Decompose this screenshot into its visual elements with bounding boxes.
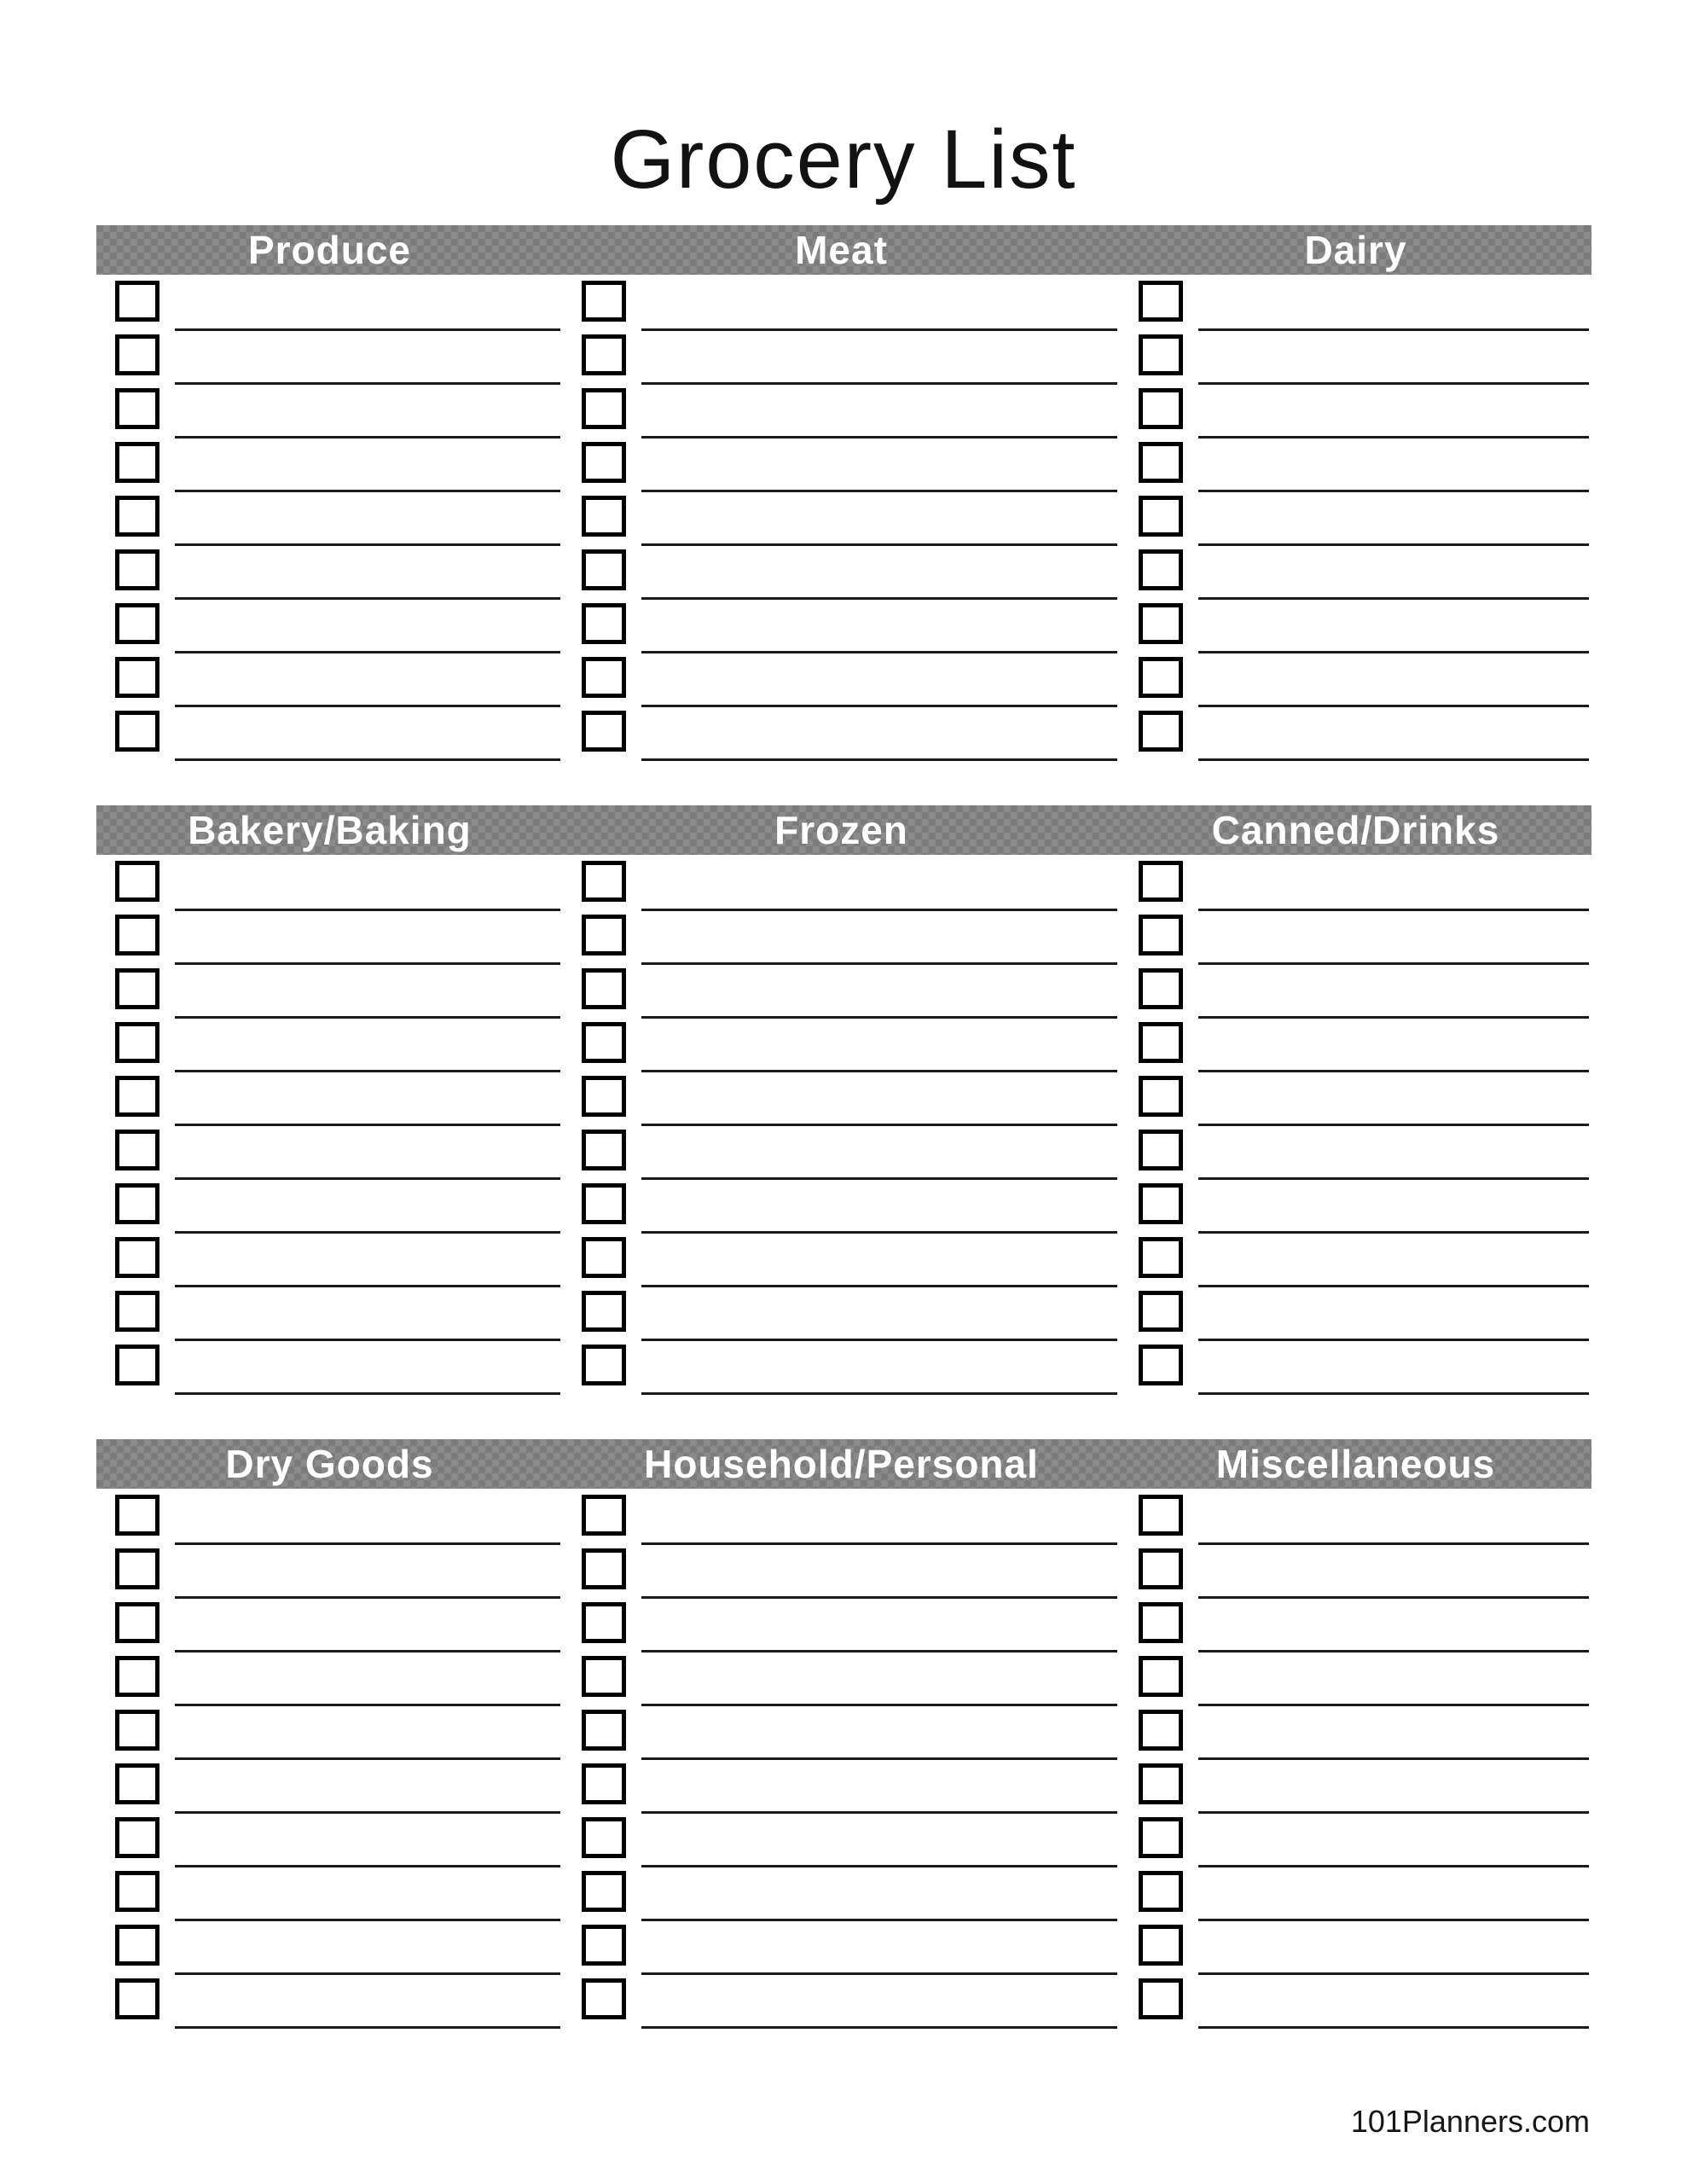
item-row-household-personal-2 <box>563 1547 1120 1600</box>
item-write-line-dairy-4[interactable] <box>1198 490 1589 492</box>
item-row-household-personal-5 <box>563 1708 1120 1762</box>
item-checkbox-miscellaneous-3[interactable] <box>1139 1602 1183 1643</box>
item-write-line-miscellaneous-2[interactable] <box>1198 1596 1589 1599</box>
item-write-line-dairy-5[interactable] <box>1198 543 1589 546</box>
item-row-dry-goods-9 <box>96 1923 563 1977</box>
item-checkbox-meat-2[interactable] <box>582 334 626 375</box>
item-checkbox-bakery-baking-10[interactable] <box>115 1345 159 1385</box>
item-write-line-household-personal-4[interactable] <box>641 1704 1117 1706</box>
item-row-household-personal-10 <box>563 1977 1120 2030</box>
item-row-miscellaneous-10 <box>1120 1977 1591 2030</box>
item-write-line-canned-drinks-1[interactable] <box>1198 909 1589 911</box>
item-write-line-bakery-baking-5[interactable] <box>175 1124 560 1126</box>
item-checkbox-dry-goods-2[interactable] <box>115 1548 159 1589</box>
item-write-line-canned-drinks-3[interactable] <box>1198 1016 1589 1019</box>
item-write-line-miscellaneous-6[interactable] <box>1198 1811 1589 1814</box>
item-checkbox-frozen-7[interactable] <box>582 1183 626 1224</box>
item-row-bakery-baking-9 <box>96 1289 563 1343</box>
item-checkbox-dairy-5[interactable] <box>1139 496 1183 537</box>
item-checkbox-frozen-3[interactable] <box>582 968 626 1009</box>
item-row-canned-drinks-1 <box>1120 859 1591 913</box>
section-header-miscellaneous: Miscellaneous <box>1215 1442 1496 1486</box>
item-checkbox-bakery-baking-1[interactable] <box>115 861 159 902</box>
item-checkbox-canned-drinks-4[interactable] <box>1139 1022 1183 1063</box>
item-write-line-frozen-7[interactable] <box>641 1231 1117 1234</box>
item-write-line-frozen-9[interactable] <box>641 1339 1117 1341</box>
item-row-dairy-3 <box>1120 386 1591 440</box>
section-body <box>96 1493 1591 2030</box>
item-row-frozen-6 <box>563 1128 1120 1182</box>
item-row-dairy-1 <box>1120 279 1591 333</box>
item-row-meat-4 <box>563 440 1120 494</box>
item-checkbox-frozen-6[interactable] <box>582 1130 626 1170</box>
item-row-produce-6 <box>96 548 563 601</box>
item-checkbox-meat-3[interactable] <box>582 388 626 429</box>
item-row-miscellaneous-6 <box>1120 1762 1591 1815</box>
item-checkbox-miscellaneous-6[interactable] <box>1139 1763 1183 1804</box>
item-checkbox-meat-7[interactable] <box>582 603 626 644</box>
item-write-line-produce-7[interactable] <box>175 651 560 653</box>
item-write-line-household-personal-1[interactable] <box>641 1542 1117 1545</box>
item-write-line-frozen-4[interactable] <box>641 1070 1117 1072</box>
item-write-line-produce-9[interactable] <box>175 758 560 761</box>
item-write-line-dairy-6[interactable] <box>1198 597 1589 600</box>
section-produce <box>96 225 1591 763</box>
item-checkbox-canned-drinks-6[interactable] <box>1139 1130 1183 1170</box>
item-write-line-household-personal-8[interactable] <box>641 1919 1117 1921</box>
item-row-meat-1 <box>563 279 1120 333</box>
item-row-dry-goods-5 <box>96 1708 563 1762</box>
item-checkbox-dairy-2[interactable] <box>1139 334 1183 375</box>
section-header-frozen: Frozen <box>774 808 908 852</box>
item-row-dairy-7 <box>1120 601 1591 655</box>
item-row-produce-2 <box>96 333 563 386</box>
item-checkbox-produce-6[interactable] <box>115 549 159 590</box>
column-bakery-baking <box>96 859 563 1397</box>
item-checkbox-canned-drinks-3[interactable] <box>1139 968 1183 1009</box>
item-write-line-miscellaneous-9[interactable] <box>1198 1972 1589 1975</box>
item-write-line-meat-2[interactable] <box>641 382 1117 385</box>
item-write-line-miscellaneous-1[interactable] <box>1198 1542 1589 1545</box>
item-row-produce-1 <box>96 279 563 333</box>
item-write-line-bakery-baking-9[interactable] <box>175 1339 560 1341</box>
item-write-line-bakery-baking-10[interactable] <box>175 1392 560 1395</box>
item-checkbox-canned-drinks-1[interactable] <box>1139 861 1183 902</box>
item-row-bakery-baking-8 <box>96 1235 563 1289</box>
item-write-line-bakery-baking-1[interactable] <box>175 909 560 911</box>
item-row-frozen-1 <box>563 859 1120 913</box>
item-checkbox-canned-drinks-5[interactable] <box>1139 1076 1183 1117</box>
item-row-household-personal-1 <box>563 1493 1120 1547</box>
item-checkbox-bakery-baking-8[interactable] <box>115 1237 159 1278</box>
item-row-bakery-baking-2 <box>96 913 563 967</box>
item-row-meat-9 <box>563 709 1120 763</box>
item-row-meat-8 <box>563 655 1120 709</box>
item-checkbox-canned-drinks-10[interactable] <box>1139 1345 1183 1385</box>
item-checkbox-miscellaneous-10[interactable] <box>1139 1978 1183 2019</box>
item-row-meat-5 <box>563 494 1120 548</box>
item-row-canned-drinks-5 <box>1120 1074 1591 1128</box>
item-row-miscellaneous-4 <box>1120 1654 1591 1708</box>
item-write-line-meat-8[interactable] <box>641 705 1117 707</box>
item-write-line-produce-3[interactable] <box>175 436 560 439</box>
item-checkbox-dairy-6[interactable] <box>1139 549 1183 590</box>
item-write-line-miscellaneous-7[interactable] <box>1198 1865 1589 1867</box>
item-write-line-dairy-1[interactable] <box>1198 328 1589 331</box>
item-write-line-miscellaneous-10[interactable] <box>1198 2026 1589 2029</box>
item-row-dry-goods-6 <box>96 1762 563 1815</box>
item-write-line-household-personal-6[interactable] <box>641 1811 1117 1814</box>
item-checkbox-dry-goods-9[interactable] <box>115 1925 159 1966</box>
item-row-frozen-8 <box>563 1235 1120 1289</box>
item-row-household-personal-9 <box>563 1923 1120 1977</box>
item-row-dry-goods-8 <box>96 1869 563 1923</box>
item-checkbox-frozen-9[interactable] <box>582 1291 626 1332</box>
item-checkbox-frozen-4[interactable] <box>582 1022 626 1063</box>
section-dry-goods <box>96 1439 1591 2030</box>
item-row-meat-7 <box>563 601 1120 655</box>
item-checkbox-dairy-9[interactable] <box>1139 711 1183 752</box>
item-row-canned-drinks-6 <box>1120 1128 1591 1182</box>
item-write-line-canned-drinks-4[interactable] <box>1198 1070 1589 1072</box>
item-write-line-dry-goods-2[interactable] <box>175 1596 560 1599</box>
section-header-produce: Produce <box>247 228 412 272</box>
item-row-miscellaneous-8 <box>1120 1869 1591 1923</box>
item-row-dairy-6 <box>1120 548 1591 601</box>
item-row-canned-drinks-8 <box>1120 1235 1591 1289</box>
item-checkbox-meat-1[interactable] <box>582 281 626 322</box>
item-write-line-frozen-10[interactable] <box>641 1392 1117 1395</box>
item-row-produce-7 <box>96 601 563 655</box>
item-checkbox-miscellaneous-8[interactable] <box>1139 1871 1183 1912</box>
item-row-dry-goods-2 <box>96 1547 563 1600</box>
item-write-line-miscellaneous-3[interactable] <box>1198 1650 1589 1653</box>
item-checkbox-frozen-5[interactable] <box>582 1076 626 1117</box>
item-checkbox-miscellaneous-7[interactable] <box>1139 1817 1183 1858</box>
item-checkbox-miscellaneous-9[interactable] <box>1139 1925 1183 1966</box>
item-write-line-household-personal-10[interactable] <box>641 2026 1117 2029</box>
item-checkbox-produce-9[interactable] <box>115 711 159 752</box>
item-write-line-dry-goods-8[interactable] <box>175 1919 560 1921</box>
item-write-line-household-personal-7[interactable] <box>641 1865 1117 1867</box>
item-row-canned-drinks-4 <box>1120 1020 1591 1074</box>
item-write-line-dairy-3[interactable] <box>1198 436 1589 439</box>
item-row-miscellaneous-7 <box>1120 1815 1591 1869</box>
section-body <box>96 859 1591 1397</box>
column-frozen <box>563 859 1120 1397</box>
item-write-line-miscellaneous-4[interactable] <box>1198 1704 1589 1706</box>
item-write-line-dairy-9[interactable] <box>1198 758 1589 761</box>
item-row-produce-9 <box>96 709 563 763</box>
section-bakery-baking <box>96 805 1591 1397</box>
item-checkbox-bakery-baking-6[interactable] <box>115 1130 159 1170</box>
item-write-line-canned-drinks-7[interactable] <box>1198 1231 1589 1234</box>
item-write-line-frozen-6[interactable] <box>641 1177 1117 1180</box>
item-checkbox-produce-1[interactable] <box>115 281 159 322</box>
column-miscellaneous <box>1120 1493 1591 2030</box>
item-checkbox-dry-goods-1[interactable] <box>115 1495 159 1536</box>
item-checkbox-bakery-baking-7[interactable] <box>115 1183 159 1224</box>
item-checkbox-meat-6[interactable] <box>582 549 626 590</box>
item-checkbox-bakery-baking-2[interactable] <box>115 915 159 956</box>
item-write-line-dry-goods-4[interactable] <box>175 1704 560 1706</box>
item-write-line-meat-3[interactable] <box>641 436 1117 439</box>
item-write-line-frozen-1[interactable] <box>641 909 1117 911</box>
column-produce <box>96 279 563 763</box>
item-checkbox-frozen-1[interactable] <box>582 861 626 902</box>
item-checkbox-dairy-4[interactable] <box>1139 442 1183 483</box>
item-write-line-dairy-8[interactable] <box>1198 705 1589 707</box>
item-write-line-canned-drinks-5[interactable] <box>1198 1124 1589 1126</box>
item-write-line-dry-goods-10[interactable] <box>175 2026 560 2029</box>
item-checkbox-dry-goods-10[interactable] <box>115 1978 159 2019</box>
item-checkbox-dairy-3[interactable] <box>1139 388 1183 429</box>
item-checkbox-bakery-baking-9[interactable] <box>115 1291 159 1332</box>
item-write-line-produce-8[interactable] <box>175 705 560 707</box>
item-write-line-produce-4[interactable] <box>175 490 560 492</box>
item-write-line-produce-1[interactable] <box>175 328 560 331</box>
item-checkbox-canned-drinks-9[interactable] <box>1139 1291 1183 1332</box>
item-write-line-dairy-7[interactable] <box>1198 651 1589 653</box>
item-checkbox-household-personal-10[interactable] <box>582 1978 626 2019</box>
item-row-dry-goods-10 <box>96 1977 563 2030</box>
item-write-line-dry-goods-3[interactable] <box>175 1650 560 1653</box>
item-write-line-bakery-baking-6[interactable] <box>175 1177 560 1180</box>
section-header-dairy: Dairy <box>1304 228 1407 272</box>
item-checkbox-household-personal-9[interactable] <box>582 1925 626 1966</box>
item-write-line-meat-9[interactable] <box>641 758 1117 761</box>
item-row-canned-drinks-10 <box>1120 1343 1591 1397</box>
item-checkbox-dry-goods-3[interactable] <box>115 1602 159 1643</box>
item-write-line-canned-drinks-2[interactable] <box>1198 962 1589 965</box>
item-checkbox-canned-drinks-7[interactable] <box>1139 1183 1183 1224</box>
item-write-line-miscellaneous-8[interactable] <box>1198 1919 1589 1921</box>
item-row-household-personal-7 <box>563 1815 1120 1869</box>
item-write-line-household-personal-9[interactable] <box>641 1972 1117 1975</box>
item-write-line-meat-6[interactable] <box>641 597 1117 600</box>
item-checkbox-produce-5[interactable] <box>115 496 159 537</box>
section-header-household-personal: Household/Personal <box>644 1442 1039 1486</box>
item-row-miscellaneous-1 <box>1120 1493 1591 1547</box>
item-write-line-dry-goods-5[interactable] <box>175 1757 560 1760</box>
item-checkbox-meat-4[interactable] <box>582 442 626 483</box>
item-checkbox-dairy-7[interactable] <box>1139 603 1183 644</box>
item-row-produce-5 <box>96 494 563 548</box>
item-checkbox-frozen-2[interactable] <box>582 915 626 956</box>
column-dry-goods <box>96 1493 563 2030</box>
item-write-line-miscellaneous-5[interactable] <box>1198 1757 1589 1760</box>
item-write-line-bakery-baking-4[interactable] <box>175 1070 560 1072</box>
item-row-bakery-baking-5 <box>96 1074 563 1128</box>
item-row-canned-drinks-7 <box>1120 1182 1591 1235</box>
item-row-miscellaneous-3 <box>1120 1600 1591 1654</box>
item-row-canned-drinks-2 <box>1120 913 1591 967</box>
item-checkbox-canned-drinks-2[interactable] <box>1139 915 1183 956</box>
item-row-meat-2 <box>563 333 1120 386</box>
item-checkbox-produce-8[interactable] <box>115 657 159 698</box>
item-row-produce-4 <box>96 440 563 494</box>
item-checkbox-dry-goods-4[interactable] <box>115 1656 159 1697</box>
item-row-dry-goods-7 <box>96 1815 563 1869</box>
item-row-frozen-2 <box>563 913 1120 967</box>
item-write-line-canned-drinks-10[interactable] <box>1198 1392 1589 1395</box>
item-row-bakery-baking-3 <box>96 967 563 1020</box>
item-checkbox-household-personal-6[interactable] <box>582 1763 626 1804</box>
item-row-frozen-4 <box>563 1020 1120 1074</box>
item-row-dairy-2 <box>1120 333 1591 386</box>
item-row-dairy-8 <box>1120 655 1591 709</box>
item-checkbox-household-personal-2[interactable] <box>582 1548 626 1589</box>
item-row-produce-3 <box>96 386 563 440</box>
item-checkbox-miscellaneous-5[interactable] <box>1139 1710 1183 1751</box>
item-row-household-personal-4 <box>563 1654 1120 1708</box>
item-row-bakery-baking-6 <box>96 1128 563 1182</box>
item-write-line-frozen-2[interactable] <box>641 962 1117 965</box>
item-row-meat-3 <box>563 386 1120 440</box>
item-row-dairy-4 <box>1120 440 1591 494</box>
item-row-dairy-5 <box>1120 494 1591 548</box>
item-row-frozen-10 <box>563 1343 1120 1397</box>
item-checkbox-meat-9[interactable] <box>582 711 626 752</box>
item-checkbox-dry-goods-8[interactable] <box>115 1871 159 1912</box>
item-write-line-frozen-8[interactable] <box>641 1285 1117 1287</box>
item-checkbox-bakery-baking-5[interactable] <box>115 1076 159 1117</box>
page-title: Grocery List <box>610 113 1077 206</box>
section-header-canned-drinks: Canned/Drinks <box>1211 808 1500 852</box>
item-row-canned-drinks-9 <box>1120 1289 1591 1343</box>
item-write-line-dry-goods-1[interactable] <box>175 1542 560 1545</box>
item-checkbox-household-personal-4[interactable] <box>582 1656 626 1697</box>
item-checkbox-miscellaneous-2[interactable] <box>1139 1548 1183 1589</box>
column-meat <box>563 279 1120 763</box>
item-row-produce-8 <box>96 655 563 709</box>
item-write-line-canned-drinks-9[interactable] <box>1198 1339 1589 1341</box>
column-canned-drinks <box>1120 859 1591 1397</box>
item-write-line-dairy-2[interactable] <box>1198 382 1589 385</box>
item-row-miscellaneous-9 <box>1120 1923 1591 1977</box>
item-checkbox-frozen-10[interactable] <box>582 1345 626 1385</box>
column-dairy <box>1120 279 1591 763</box>
item-row-household-personal-6 <box>563 1762 1120 1815</box>
item-row-frozen-7 <box>563 1182 1120 1235</box>
section-header-dry-goods: Dry Goods <box>225 1442 434 1486</box>
footer-branding: 101Planners.com <box>1350 2104 1590 2139</box>
item-checkbox-household-personal-7[interactable] <box>582 1817 626 1858</box>
item-write-line-frozen-3[interactable] <box>641 1016 1117 1019</box>
item-checkbox-bakery-baking-3[interactable] <box>115 968 159 1009</box>
item-write-line-dry-goods-6[interactable] <box>175 1811 560 1814</box>
item-row-dairy-9 <box>1120 709 1591 763</box>
item-write-line-produce-2[interactable] <box>175 382 560 385</box>
item-write-line-bakery-baking-2[interactable] <box>175 962 560 965</box>
item-write-line-produce-5[interactable] <box>175 543 560 546</box>
item-write-line-bakery-baking-8[interactable] <box>175 1285 560 1287</box>
item-checkbox-household-personal-3[interactable] <box>582 1602 626 1643</box>
item-write-line-meat-1[interactable] <box>641 328 1117 331</box>
section-body <box>96 279 1591 763</box>
item-write-line-canned-drinks-6[interactable] <box>1198 1177 1589 1180</box>
section-header-bar <box>96 225 1591 275</box>
item-checkbox-produce-3[interactable] <box>115 388 159 429</box>
item-row-miscellaneous-5 <box>1120 1708 1591 1762</box>
item-row-household-personal-3 <box>563 1600 1120 1654</box>
item-write-line-canned-drinks-8[interactable] <box>1198 1285 1589 1287</box>
item-write-line-dry-goods-7[interactable] <box>175 1865 560 1867</box>
item-checkbox-produce-2[interactable] <box>115 334 159 375</box>
item-checkbox-meat-5[interactable] <box>582 496 626 537</box>
item-write-line-meat-4[interactable] <box>641 490 1117 492</box>
item-row-miscellaneous-2 <box>1120 1547 1591 1600</box>
item-checkbox-dairy-8[interactable] <box>1139 657 1183 698</box>
item-row-household-personal-8 <box>563 1869 1120 1923</box>
item-write-line-household-personal-3[interactable] <box>641 1650 1117 1653</box>
item-row-bakery-baking-10 <box>96 1343 563 1397</box>
item-row-frozen-3 <box>563 967 1120 1020</box>
item-checkbox-household-personal-5[interactable] <box>582 1710 626 1751</box>
item-write-line-dry-goods-9[interactable] <box>175 1972 560 1975</box>
item-write-line-bakery-baking-7[interactable] <box>175 1231 560 1234</box>
item-checkbox-miscellaneous-4[interactable] <box>1139 1656 1183 1697</box>
item-write-line-household-personal-2[interactable] <box>641 1596 1117 1599</box>
section-header-bakery-baking: Bakery/Baking <box>188 808 472 852</box>
item-checkbox-produce-4[interactable] <box>115 442 159 483</box>
item-row-bakery-baking-4 <box>96 1020 563 1074</box>
item-row-canned-drinks-3 <box>1120 967 1591 1020</box>
item-row-bakery-baking-1 <box>96 859 563 913</box>
item-write-line-meat-7[interactable] <box>641 651 1117 653</box>
sections-container <box>96 225 1591 2030</box>
item-row-frozen-9 <box>563 1289 1120 1343</box>
item-row-dry-goods-4 <box>96 1654 563 1708</box>
column-household-personal <box>563 1493 1120 2030</box>
item-checkbox-frozen-8[interactable] <box>582 1237 626 1278</box>
item-checkbox-meat-8[interactable] <box>582 657 626 698</box>
item-checkbox-dairy-1[interactable] <box>1139 281 1183 322</box>
item-write-line-bakery-baking-3[interactable] <box>175 1016 560 1019</box>
section-header-meat: Meat <box>795 228 888 272</box>
item-checkbox-miscellaneous-1[interactable] <box>1139 1495 1183 1536</box>
item-checkbox-produce-7[interactable] <box>115 603 159 644</box>
item-row-frozen-5 <box>563 1074 1120 1128</box>
item-write-line-frozen-5[interactable] <box>641 1124 1117 1126</box>
section-header-bar <box>96 1439 1591 1489</box>
item-checkbox-bakery-baking-4[interactable] <box>115 1022 159 1063</box>
section-header-bar <box>96 805 1591 855</box>
item-checkbox-dry-goods-5[interactable] <box>115 1710 159 1751</box>
item-checkbox-dry-goods-6[interactable] <box>115 1763 159 1804</box>
item-write-line-produce-6[interactable] <box>175 597 560 600</box>
item-row-dry-goods-1 <box>96 1493 563 1547</box>
item-row-meat-6 <box>563 548 1120 601</box>
item-checkbox-household-personal-8[interactable] <box>582 1871 626 1912</box>
item-row-dry-goods-3 <box>96 1600 563 1654</box>
item-checkbox-dry-goods-7[interactable] <box>115 1817 159 1858</box>
item-checkbox-household-personal-1[interactable] <box>582 1495 626 1536</box>
item-write-line-household-personal-5[interactable] <box>641 1757 1117 1760</box>
item-write-line-meat-5[interactable] <box>641 543 1117 546</box>
item-checkbox-canned-drinks-8[interactable] <box>1139 1237 1183 1278</box>
item-row-bakery-baking-7 <box>96 1182 563 1235</box>
